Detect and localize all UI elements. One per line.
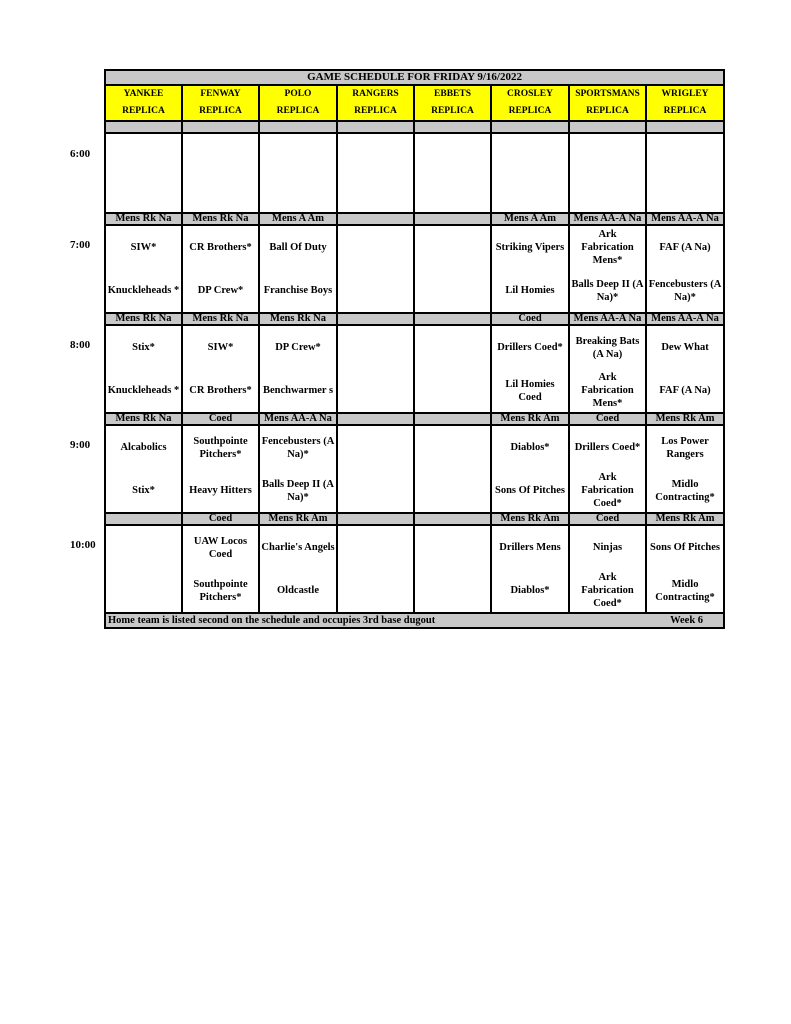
spacer-cell xyxy=(646,121,724,133)
matchup xyxy=(183,526,258,612)
footer-row xyxy=(105,613,724,628)
game-cell xyxy=(414,525,491,613)
venue-name: RANGERS xyxy=(352,89,399,99)
venue-subtitle: REPLICA xyxy=(663,106,707,116)
home-team-slot xyxy=(338,173,413,212)
away-team-slot xyxy=(570,426,645,469)
game-cell xyxy=(259,425,337,513)
matchup xyxy=(570,226,645,312)
home-team-slot xyxy=(183,369,258,412)
matchup xyxy=(492,526,568,612)
footer-note xyxy=(105,613,724,628)
division-label xyxy=(414,413,491,425)
game-cell xyxy=(259,525,337,613)
home-team-slot xyxy=(647,173,723,212)
venue-subtitle: REPLICA xyxy=(586,106,629,116)
away-team-slot xyxy=(570,134,645,173)
away-team-slot xyxy=(570,526,645,569)
time-slot-row xyxy=(105,525,724,613)
game-cell xyxy=(337,325,414,413)
home-team-slot xyxy=(260,369,336,412)
game-cell xyxy=(569,525,646,613)
away-team-slot xyxy=(415,226,490,269)
game-cell xyxy=(569,225,646,313)
division-label: Mens Rk Am xyxy=(646,413,724,425)
venue-subtitle: REPLICA xyxy=(122,106,165,116)
away-team-slot xyxy=(415,326,490,369)
game-cell xyxy=(259,325,337,413)
time-label: 8:00 xyxy=(70,339,91,351)
away-team: SIW* xyxy=(130,242,157,253)
away-team: FAF (A Na) xyxy=(659,242,711,253)
division-label: Mens Rk Na xyxy=(105,413,182,425)
venue-subtitle: REPLICA xyxy=(276,106,320,116)
away-team-slot xyxy=(338,226,413,269)
game-cell xyxy=(646,425,724,513)
division-label xyxy=(414,313,491,325)
game-cell xyxy=(337,525,414,613)
schedule-title: GAME SCHEDULE FOR FRIDAY 9/16/2022 xyxy=(105,70,724,85)
home-team-slot xyxy=(183,269,258,312)
game-cell xyxy=(646,225,724,313)
game-cell xyxy=(491,133,569,213)
matchup xyxy=(338,134,413,212)
matchup xyxy=(338,326,413,412)
division-label: Mens Rk Na xyxy=(259,313,337,325)
game-cell xyxy=(491,525,569,613)
away-team: Breaking Bats (A Na) xyxy=(575,335,640,360)
venue-header xyxy=(337,85,414,121)
venue-header-row xyxy=(105,85,724,121)
home-team: Lil Homies xyxy=(505,285,555,296)
matchup xyxy=(183,326,258,412)
spacer-cell xyxy=(259,121,337,133)
matchup xyxy=(338,426,413,512)
away-team: Ark Fabrication Mens* xyxy=(581,229,634,266)
home-team: Midlo Contracting* xyxy=(655,578,715,603)
venue-name: WRIGLEY xyxy=(661,89,709,99)
home-team-slot xyxy=(647,469,723,512)
away-team-slot xyxy=(106,226,181,269)
home-team-slot xyxy=(492,369,568,412)
game-cell xyxy=(182,525,259,613)
home-team: Fencebusters (A Na)* xyxy=(648,278,722,303)
division-label xyxy=(337,513,414,525)
home-team: Lil Homies Coed xyxy=(505,378,555,403)
away-team-slot xyxy=(338,134,413,173)
game-cell xyxy=(105,225,182,313)
home-team-slot xyxy=(338,469,413,512)
away-team-slot xyxy=(260,426,336,469)
away-team: SIW* xyxy=(207,342,234,353)
away-team: DP Crew* xyxy=(275,342,321,353)
division-label: Mens A Am xyxy=(259,213,337,225)
venue-header xyxy=(259,85,337,121)
home-team: Stix* xyxy=(132,485,155,496)
matchup xyxy=(415,134,490,212)
home-team-slot xyxy=(260,569,336,612)
time-label: 10:00 xyxy=(70,539,96,551)
division-label: Coed xyxy=(569,413,646,425)
home-team: DP Crew* xyxy=(197,285,244,296)
division-label: Mens A Am xyxy=(491,213,569,225)
division-label: Mens Rk Am xyxy=(259,513,337,525)
away-team-slot xyxy=(647,426,723,469)
home-team-slot xyxy=(338,369,413,412)
home-team-slot xyxy=(338,569,413,612)
home-team-slot xyxy=(260,173,336,212)
game-cell xyxy=(182,133,259,213)
matchup xyxy=(647,426,723,512)
away-team: Drillers Coed* xyxy=(574,442,641,453)
division-label: Mens AA-A Na xyxy=(569,213,646,225)
division-label: Mens Rk Am xyxy=(491,413,569,425)
division-row xyxy=(105,213,724,225)
away-team: CR Brothers* xyxy=(189,242,252,253)
away-team: Charlie's Angels xyxy=(261,542,335,553)
division-label xyxy=(337,413,414,425)
game-cell xyxy=(569,325,646,413)
matchup xyxy=(183,226,258,312)
home-team: Heavy Hitters xyxy=(189,485,252,496)
away-team-slot xyxy=(338,326,413,369)
away-team-slot xyxy=(106,326,181,369)
venue-name: CROSLEY xyxy=(507,89,553,99)
matchup xyxy=(106,526,181,612)
spacer-cell xyxy=(105,121,182,133)
matchup xyxy=(570,426,645,512)
away-team: Ninjas xyxy=(592,542,623,553)
venue-name: FENWAY xyxy=(200,89,241,99)
venue-header xyxy=(182,85,259,121)
matchup xyxy=(260,134,336,212)
game-cell xyxy=(259,225,337,313)
matchup xyxy=(260,426,336,512)
time-slot-row xyxy=(105,325,724,413)
away-team: Dew What xyxy=(661,342,709,353)
matchup xyxy=(106,134,181,212)
matchup xyxy=(570,326,645,412)
game-cell xyxy=(646,525,724,613)
matchup xyxy=(415,326,490,412)
home-team-slot xyxy=(415,269,490,312)
game-cell xyxy=(105,525,182,613)
home-team-slot xyxy=(106,173,181,212)
home-team: FAF (A Na) xyxy=(659,385,711,396)
home-team: Ark Fabrication Coed* xyxy=(581,472,634,509)
game-cell xyxy=(569,133,646,213)
game-cell xyxy=(414,133,491,213)
away-team-slot xyxy=(183,426,258,469)
matchup xyxy=(570,134,645,212)
home-team-slot xyxy=(570,569,645,612)
away-team-slot xyxy=(570,326,645,369)
matchup xyxy=(338,226,413,312)
game-cell xyxy=(182,325,259,413)
home-team-slot xyxy=(260,269,336,312)
home-team-slot xyxy=(415,369,490,412)
game-cell xyxy=(105,133,182,213)
away-team: Fencebusters (A Na)* xyxy=(261,435,335,460)
game-cell xyxy=(646,325,724,413)
time-slot-row xyxy=(105,225,724,313)
away-team-slot xyxy=(492,134,568,173)
matchup xyxy=(106,326,181,412)
home-team: Sons Of Pitches xyxy=(494,485,565,496)
home-team-slot xyxy=(570,469,645,512)
division-label: Coed xyxy=(182,513,259,525)
game-cell xyxy=(491,325,569,413)
division-label: Mens Rk Am xyxy=(491,513,569,525)
venue-subtitle: REPLICA xyxy=(199,106,242,116)
game-cell xyxy=(491,425,569,513)
game-cell xyxy=(491,225,569,313)
matchup xyxy=(338,526,413,612)
matchup xyxy=(415,226,490,312)
venue-name: YANKEE xyxy=(123,89,164,99)
matchup xyxy=(647,326,723,412)
home-team-slot xyxy=(492,569,568,612)
home-team: Diablos* xyxy=(510,585,550,596)
schedule-table xyxy=(104,69,725,629)
game-cell xyxy=(414,325,491,413)
division-label xyxy=(337,313,414,325)
away-team: Diablos* xyxy=(510,442,550,453)
division-row xyxy=(105,513,724,525)
away-team-slot xyxy=(492,526,568,569)
home-team-slot xyxy=(106,569,181,612)
away-team: Striking Vipers xyxy=(495,242,565,253)
away-team-slot xyxy=(415,526,490,569)
away-team-slot xyxy=(647,226,723,269)
away-team-slot xyxy=(183,226,258,269)
matchup xyxy=(106,226,181,312)
division-label: Mens Rk Na xyxy=(105,213,182,225)
away-team: UAW Locos Coed xyxy=(193,535,248,560)
division-label: Mens Rk Na xyxy=(182,213,259,225)
home-team-slot xyxy=(415,173,490,212)
home-team: Franchise Boys xyxy=(263,285,333,296)
venue-subtitle: REPLICA xyxy=(508,106,552,116)
game-cell xyxy=(259,133,337,213)
home-team-slot xyxy=(415,469,490,512)
home-team: CR Brothers* xyxy=(189,385,252,396)
matchup xyxy=(647,134,723,212)
away-team-slot xyxy=(338,426,413,469)
venue-name: POLO xyxy=(284,89,312,99)
matchup xyxy=(492,134,568,212)
division-label: Mens Rk Am xyxy=(646,513,724,525)
home-team-note: Home team is listed second on the schedule and occupies 3rd base dugout xyxy=(108,615,436,626)
division-label: Coed xyxy=(569,513,646,525)
home-team: Balls Deep II (A Na)* xyxy=(571,278,644,303)
matchup xyxy=(415,426,490,512)
home-team-slot xyxy=(338,269,413,312)
away-team: Ball Of Duty xyxy=(269,242,327,253)
game-cell xyxy=(337,133,414,213)
division-label: Mens AA-A Na xyxy=(259,413,337,425)
division-label: Coed xyxy=(182,413,259,425)
time-label: 7:00 xyxy=(70,239,91,251)
matchup xyxy=(492,426,568,512)
matchup xyxy=(183,134,258,212)
division-label xyxy=(414,513,491,525)
spacer-row xyxy=(105,121,724,133)
game-cell xyxy=(569,425,646,513)
home-team-slot xyxy=(492,269,568,312)
away-team: Sons Of Pitches xyxy=(650,542,721,553)
away-team-slot xyxy=(570,226,645,269)
away-team-slot xyxy=(647,326,723,369)
venue-header xyxy=(646,85,724,121)
away-team-slot xyxy=(647,134,723,173)
game-cell xyxy=(337,225,414,313)
away-team-slot xyxy=(492,226,568,269)
away-team-slot xyxy=(492,326,568,369)
home-team: Ark Fabrication Coed* xyxy=(581,572,634,609)
matchup xyxy=(106,426,181,512)
home-team: Southpointe Pitchers* xyxy=(193,578,248,603)
division-row xyxy=(105,313,724,325)
spacer-cell xyxy=(182,121,259,133)
away-team-slot xyxy=(106,526,181,569)
venue-header xyxy=(105,85,182,121)
away-team-slot xyxy=(338,526,413,569)
away-team-slot xyxy=(260,526,336,569)
away-team-slot xyxy=(492,426,568,469)
home-team-slot xyxy=(106,469,181,512)
venue-subtitle: REPLICA xyxy=(431,106,474,116)
matchup xyxy=(260,526,336,612)
home-team-slot xyxy=(106,369,181,412)
home-team-slot xyxy=(183,173,258,212)
away-team-slot xyxy=(183,526,258,569)
venue-header xyxy=(414,85,491,121)
venue-name: SPORTSMANS xyxy=(575,89,640,99)
spacer-cell xyxy=(337,121,414,133)
away-team-slot xyxy=(415,134,490,173)
time-label: 6:00 xyxy=(70,148,91,160)
home-team-slot xyxy=(647,569,723,612)
matchup xyxy=(647,526,723,612)
venue-name: EBBETS xyxy=(434,89,471,99)
game-cell xyxy=(337,425,414,513)
home-team-slot xyxy=(570,269,645,312)
away-team-slot xyxy=(183,134,258,173)
home-team: Benchwarmer s xyxy=(262,385,334,396)
home-team: Knuckleheads * xyxy=(107,385,180,396)
away-team-slot xyxy=(183,326,258,369)
matchup xyxy=(492,226,568,312)
game-cell xyxy=(646,133,724,213)
division-row xyxy=(105,413,724,425)
away-team: Los Power Rangers xyxy=(661,435,709,460)
division-label xyxy=(414,213,491,225)
week-label: Week 6 xyxy=(670,615,704,626)
matchup xyxy=(183,426,258,512)
away-team-slot xyxy=(260,134,336,173)
home-team-slot xyxy=(106,269,181,312)
home-team: Oldcastle xyxy=(277,585,319,596)
division-label: Coed xyxy=(491,313,569,325)
venue-header xyxy=(569,85,646,121)
game-cell xyxy=(105,425,182,513)
home-team-slot xyxy=(570,369,645,412)
home-team-slot xyxy=(492,173,568,212)
home-team-slot xyxy=(183,469,258,512)
matchup xyxy=(492,326,568,412)
game-cell xyxy=(182,225,259,313)
home-team: Knuckleheads * xyxy=(107,285,180,296)
time-slot-row xyxy=(105,425,724,513)
division-label xyxy=(105,513,182,525)
venue-header xyxy=(491,85,569,121)
away-team-slot xyxy=(106,134,181,173)
home-team: Ark Fabrication Mens* xyxy=(581,372,634,409)
away-team-slot xyxy=(260,226,336,269)
game-cell xyxy=(414,225,491,313)
division-label: Mens AA-A Na xyxy=(646,313,724,325)
matchup xyxy=(415,526,490,612)
away-team: Alcabolics xyxy=(120,442,167,453)
home-team: Midlo Contracting* xyxy=(655,478,715,503)
away-team: Drillers Coed* xyxy=(497,342,563,353)
time-label: 9:00 xyxy=(70,439,91,451)
home-team-slot xyxy=(415,569,490,612)
matchup xyxy=(570,526,645,612)
division-label: Mens AA-A Na xyxy=(646,213,724,225)
spacer-cell xyxy=(491,121,569,133)
matchup xyxy=(647,226,723,312)
spacer-cell xyxy=(569,121,646,133)
division-label xyxy=(337,213,414,225)
matchup xyxy=(260,226,336,312)
away-team-slot xyxy=(260,326,336,369)
matchup xyxy=(260,326,336,412)
away-team-slot xyxy=(106,426,181,469)
division-label: Mens Rk Na xyxy=(105,313,182,325)
away-team-slot xyxy=(647,526,723,569)
division-label: Mens AA-A Na xyxy=(569,313,646,325)
home-team: Balls Deep II (A Na)* xyxy=(261,478,335,503)
time-slot-row xyxy=(105,133,724,213)
away-team: Stix* xyxy=(132,342,155,353)
division-label: Mens Rk Na xyxy=(182,313,259,325)
away-team: Drillers Mens xyxy=(499,542,561,553)
game-cell xyxy=(105,325,182,413)
home-team-slot xyxy=(492,469,568,512)
home-team-slot xyxy=(183,569,258,612)
home-team-slot xyxy=(260,469,336,512)
spacer-cell xyxy=(414,121,491,133)
home-team-slot xyxy=(647,269,723,312)
venue-subtitle: REPLICA xyxy=(354,106,397,116)
game-cell xyxy=(182,425,259,513)
home-team-slot xyxy=(647,369,723,412)
home-team-slot xyxy=(570,173,645,212)
game-cell xyxy=(414,425,491,513)
away-team-slot xyxy=(415,426,490,469)
away-team: Southpointe Pitchers* xyxy=(193,435,248,460)
